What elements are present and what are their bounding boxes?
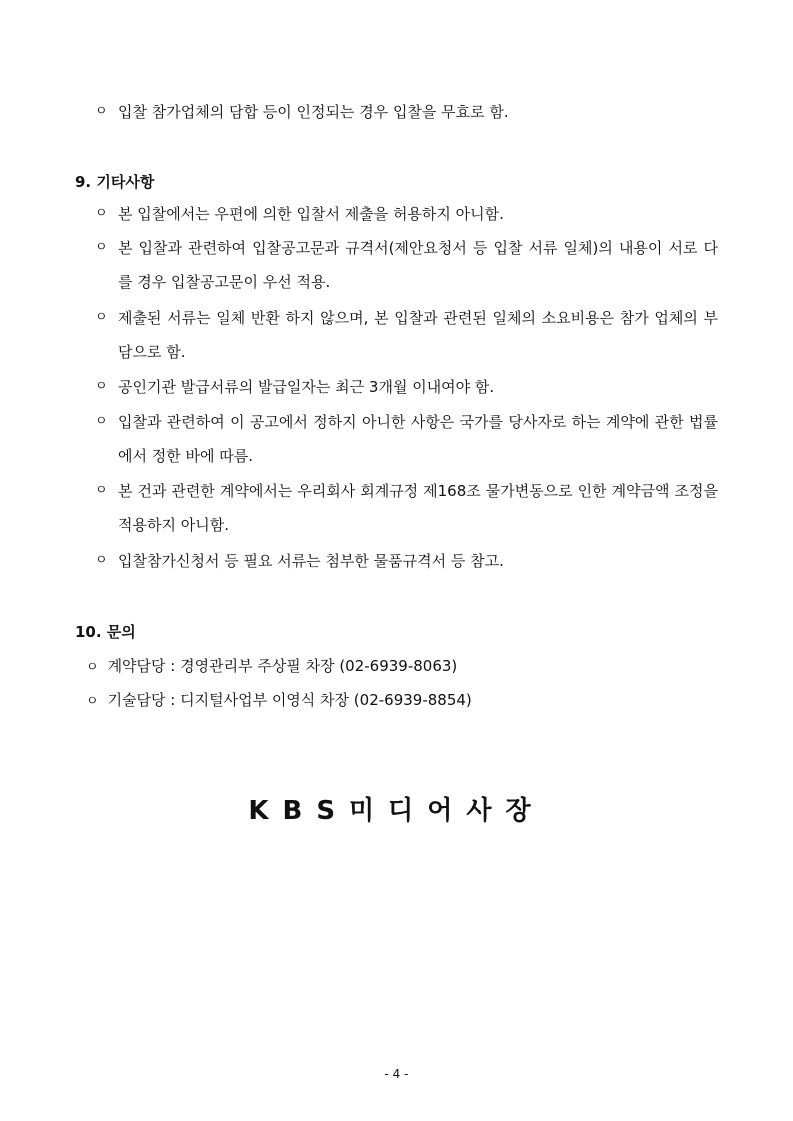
bullet: ㅇ — [95, 483, 108, 498]
section-9-item — [95, 197, 718, 231]
contract-contact — [86, 655, 457, 679]
section-9-item — [95, 370, 718, 404]
section-9-item-text: 공인기관 발급서류의 발급일자는 최근 3개월 이내여야 함. — [118, 378, 495, 396]
issuer-signature: KBS미디어사장 — [248, 796, 545, 826]
bid-collusion-note — [95, 95, 718, 129]
section-9-item-text: 입찰참가신청서 등 필요 서류는 첨부한 물품규격서 등 참고. — [118, 552, 504, 570]
bid-collusion-text: 입찰 참가업체의 담합 등이 인정되는 경우 입찰을 무효로 함. — [118, 103, 509, 121]
section-9-item-text: 본 입찰에서는 우편에 의한 입찰서 제출을 허용하지 아니함. — [118, 205, 504, 223]
bullet: ㅇ — [95, 206, 108, 221]
section-9-item-text: 입찰과 관련하여 이 공고에서 정하지 아니한 사항은 국가를 당사자로 하는 계약에 관한 법률에서 정한 바에 따름. — [118, 413, 718, 465]
section-9-item — [95, 405, 718, 473]
contract-contact-text: 계약담당 : 경영관리부 주상필 차장 (02-6939-8063) — [107, 657, 458, 675]
section-9-item — [95, 301, 718, 369]
bullet: ㅇ — [86, 694, 99, 709]
section-10-heading: 10. 문의 — [75, 623, 136, 641]
page-number: - 4 - — [384, 1067, 409, 1081]
section-9-item — [95, 544, 718, 578]
bullet: ㅇ — [95, 553, 108, 568]
section-9-heading: 9. 기타사항 — [75, 173, 155, 191]
bullet: ㅇ — [86, 660, 99, 675]
section-9-item-text: 본 건과 관련한 계약에서는 우리회사 회계규정 제168조 물가변동으로 인한 계약금액 조정을 적용하지 아니함. — [118, 482, 718, 534]
bullet: ㅇ — [95, 414, 108, 429]
section-9-item-text: 본 입찰과 관련하여 입찰공고문과 규격서(제안요청서 등 입찰 서류 일체)의 내용이 서로 다를 경우 입찰공고문이 우선 적용. — [118, 239, 718, 291]
section-9-item-text: 제출된 서류는 일체 반환 하지 않으며, 본 입찰과 관련된 일체의 소요비용은 참가 업체의 부담으로 함. — [118, 309, 718, 361]
bullet: ㅇ — [95, 240, 108, 255]
bullet: ㅇ — [95, 379, 108, 394]
technical-contact-text: 기술담당 : 디지털사업부 이영식 차장 (02-6939-8854) — [107, 691, 472, 709]
section-9-item — [95, 474, 718, 542]
bullet: ㅇ — [95, 104, 108, 119]
section-9-item — [95, 231, 718, 299]
technical-contact — [86, 689, 472, 713]
bullet: ㅇ — [95, 310, 108, 325]
